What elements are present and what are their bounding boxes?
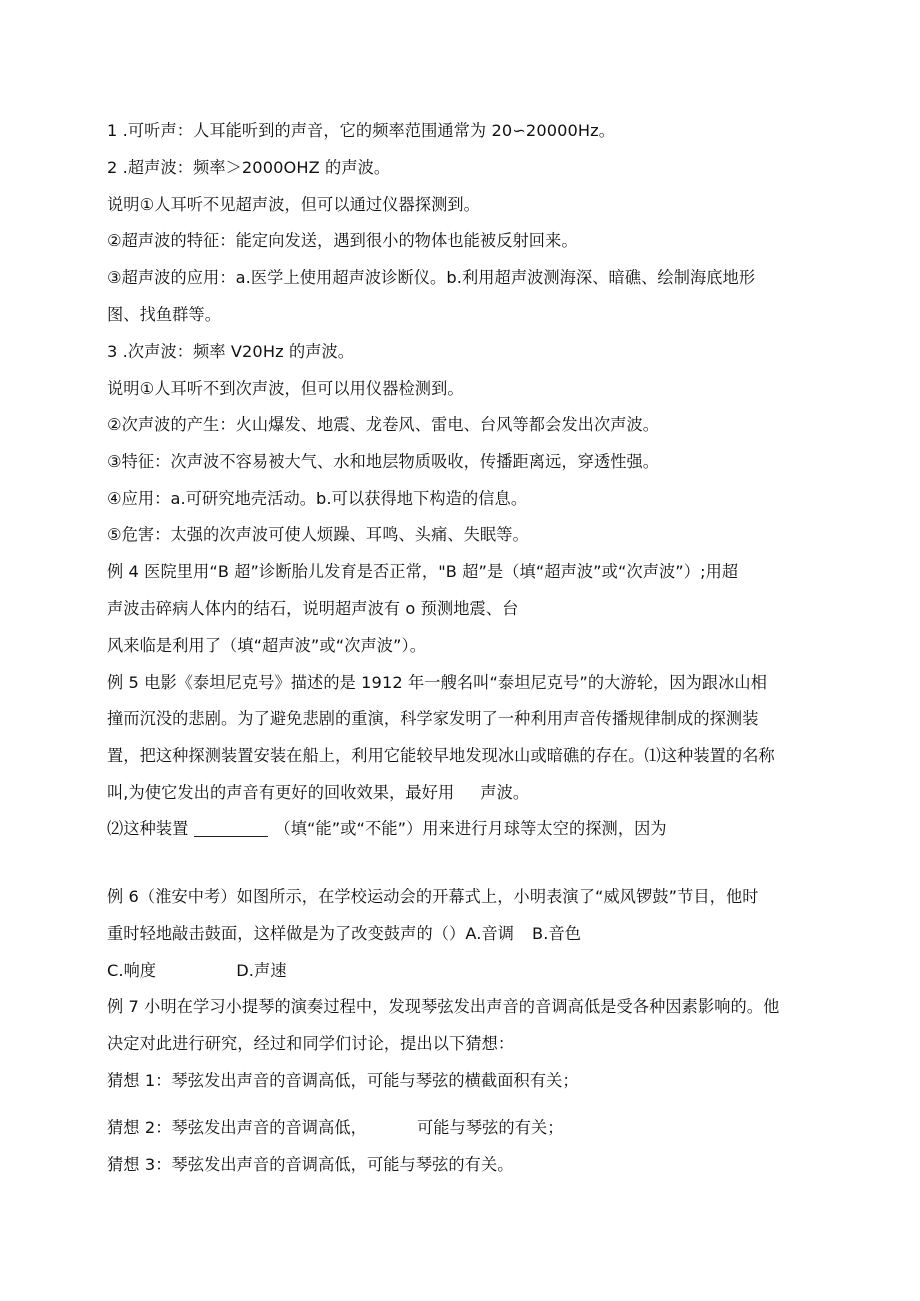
text-segment: 声波。 <box>480 783 530 802</box>
text-line: ③超声波的应用：a.医学上使用超声波诊断仪。b.利用超声波测海深、暗礁、绘制海底地形 <box>107 268 756 287</box>
text-segment: 可能与琴弦的有关； <box>416 1118 564 1137</box>
text-line: 例 4 医院里用“B 超”诊断胎儿发育是否正常，"B 超”是（填“超声波”或“次声波”）;用超 <box>107 562 739 581</box>
text-line <box>107 1117 822 1139</box>
text-line: 风来临是利用了（填“超声波”或“次声波”）。 <box>107 636 427 655</box>
text-line: 决定对此进行研究，经过和同学们讨论，提出以下猜想： <box>107 1034 515 1053</box>
text-line: 图、找鱼群等。 <box>107 305 222 324</box>
text-line <box>107 960 822 982</box>
text-line <box>107 923 822 945</box>
text-segment: C.响度 <box>107 961 157 980</box>
text-line: 猜想 1：琴弦发出声音的音调高低，可能与琴弦的横截面积有关； <box>107 1071 579 1090</box>
text-line: 说明①人耳听不见超声波，但可以通过仪器探测到。 <box>107 195 480 214</box>
text-segment: 叫,为使它发出的声音有更好的回收效果，最好用 <box>107 783 455 802</box>
text-segment: D.声速 <box>236 961 287 980</box>
text-line: 例 5 电影《泰坦尼克号》描述的是 1912 年一艘名叫“泰坦尼克号”的大游轮，因为跟冰山相 <box>107 673 768 692</box>
text-segment: B.音色 <box>532 924 582 943</box>
text-line <box>107 818 822 840</box>
text-line: ⑤危害：太强的次声波可使人烦躁、耳鸣、头痛、失眠等。 <box>107 525 529 544</box>
text-line: ②次声波的产生：火山爆发、地震、龙卷风、雷电、台风等都会发出次声波。 <box>107 415 660 434</box>
text-line: 例 6（淮安中考）如图所示，在学校运动会的开幕式上，小明表演了“威风锣鼓”节目，他时 <box>107 887 759 906</box>
text-line: 例 7 小明在学习小提琴的演奏过程中，发现琴弦发出声音的音调高低是受各种因素影响的。他 <box>107 997 780 1016</box>
text-line: ④应用：a.可研究地壳活动。b.可以获得地下构造的信息。 <box>107 489 528 508</box>
text-line: 撞而沉没的悲剧。为了避免悲剧的重演，科学家发明了一种利用声音传播规律制成的探测装 <box>107 709 759 728</box>
answer-blank <box>194 820 268 837</box>
text-segment: （填“能”或“不能”）用来进行月球等太空的探测，因为 <box>274 819 667 838</box>
text-line: ③特征：次声波不容易被大气、水和地层物质吸收，传播距离远，穿透性强。 <box>107 452 660 471</box>
text-line: 2 .超声波：频率＞2000OHZ 的声波。 <box>107 158 391 177</box>
text-line: 猜想 3：琴弦发出声音的音调高低，可能与琴弦的有关。 <box>107 1155 514 1174</box>
text-line: 说明①人耳听不到次声波，但可以用仪器检测到。 <box>107 379 464 398</box>
text-line: 3 .次声波：频率 V20Hz 的声波。 <box>107 342 355 361</box>
text-line: 置，把这种探测装置安装在船上，利用它能较早地发现冰山或暗礁的存在。⑴这种装置的名称 <box>107 746 775 765</box>
text-line: 声波击碎病人体内的结石，说明超声波有 o 预测地震、台 <box>107 599 519 618</box>
text-segment: ⑵这种装置 <box>107 819 189 838</box>
text-segment: 重时轻地敲击鼓面，这样做是为了改变鼓声的（）A.音调 <box>107 924 515 943</box>
text-line: ②超声波的特征：能定向发送，遇到很小的物体也能被反射回来。 <box>107 231 578 250</box>
text-line <box>107 782 822 804</box>
text-line: 1 .可听声：人耳能听到的声音，它的频率范围通常为 20∽20000Hz。 <box>107 121 616 140</box>
text-segment: 猜想 2：琴弦发出声音的音调高低， <box>107 1118 367 1137</box>
